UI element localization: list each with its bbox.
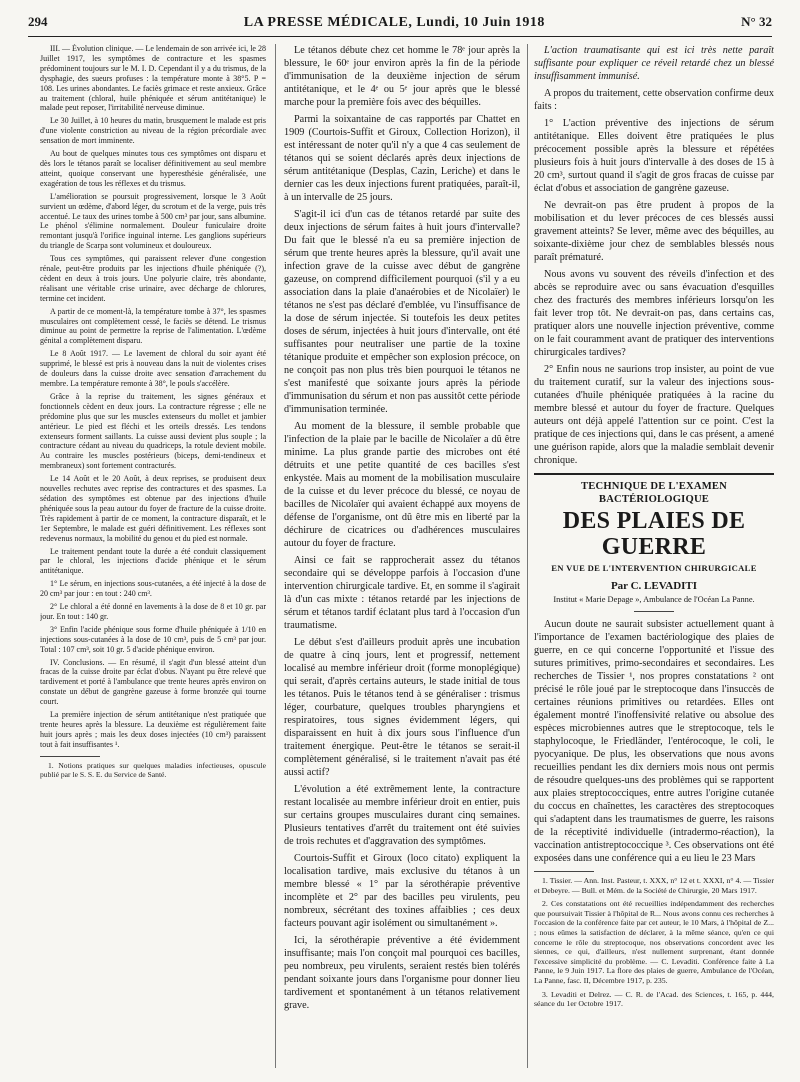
paragraph: 3° Enfin l'acide phénique sous forme d'huile phéniquée à 1/10 en injections sous-cutanées à la dose de 10 cm³, puis de 5 cm³ par jour. Total : 107 cm³, soit 10 gr. 5 d'acide phénique environ. [40,624,266,654]
paragraph: Nous avons vu souvent des réveils d'infection et des abcès se reproduire avec ou sans évacuation d'esquilles chez des fracturés des membres inférieurs lorsqu'on les fait lever trop tôt. Ne devrait-on pas, dans certains cas, pratiquer alors une nouvelle injection préventive, comme on le fait couramment avant de pratiquer des interventions chirurgicales tardives? [534,269,774,358]
footnote: 1. Tissier. — Ann. Inst. Pasteur, t. XXX, n° 12 et t. XXXI, n° 4. — Tissier et Debeyre. — Bull. et Mém. de la Société de Chirurgie, 20 Mars 1917. [534,876,774,895]
paragraph: Tous ces symptômes, qui paraissent relever d'une congestion rénale, peut-être produits par les injections d'huile phéniquée (?), cèdent en deux à trois jours. Une polyurie claire, très abondante, réalisant une véritable crise urinaire, avec décharge de chlorures, termine cet incident. [40,254,266,303]
paragraph: Ne devrait-on pas être prudent à propos de la mobilisation et du lever précoces de ces blessés aussi gravement atteints? Se lever, même avec des béquilles, au soixante-dixième jour chez de semblables blessés nous paraît prématuré. [534,200,774,263]
article-institution: Institut « Marie Depage », Ambulance de l'Océan La Panne. [553,595,755,604]
article-subtitle: EN VUE DE L'INTERVENTION CHIRURGICALE [551,563,757,573]
paragraph: 1° Le sérum, en injections sous-cutanées, a été injecté à la dose de 20 cm³ par jour : en tout : 240 cm³. [40,579,266,599]
paragraph: Au moment de la blessure, il semble probable que l'infection de la plaie par le bacille de Nicolaïer a dû être minime. La plus grande partie des microbes ont été détruits et une petite quantité de ces bacilles s'est enkystée. Mais au moment de la mobilisation musculaire de la cuisse et du lever précoce du blessé, ce noyau de bacilles de Nicolaïer qui avaient échappé aux moyens de défense de l'organisme, ont dû être mis en liberté par la déchirure de cicatrices ou d'adhérences musculaires autour du foyer de fracture. [284,421,520,549]
paragraph: Courtois-Suffit et Giroux (loco citato) expliquent la localisation tardive, mais exclusive du tétanos à un membre blessé « 1° par la sérothérapie préventive incomplète et 2° par des bacilles peu virulents, peu nombreux, sécrétant des toxines affaiblies ; ces deux facteurs pouvant agir isolément ou simultanément ». [284,853,520,929]
article-overtitle: TECHNIQUE DE L'EXAMEN BACTÉRIOLOGIQUE [580,481,728,505]
journal-name: LA PRESSE MÉDICALE, [243,15,413,30]
issue-number: N° 32 [741,14,772,29]
paragraph: 1° L'action préventive des injections de sérum antitétanique. Elles doivent être pratiquées le plus précocement possible après la blessure et répétées plusieurs fois à huit jours d'intervalle à des doses de 15 à 20 cm³, surtout quand il s'agit de gros fracas de cuisse par éclat d'obus et association de gangrène gazeuse. [534,118,774,194]
paragraph: 2° Enfin nous ne saurions trop insister, au point de vue du traitement curatif, sur la valeur des injections sous-cutanées d'huile phéniquée pratiquées à la racine du membre blessé et autour du foyer de fracture. Quelques auteurs ont déjà appelé l'attention sur ce point. C'est la pratique de ces injections qui, dans le cas présent, a amené une guérison rapide, alors que la maladie semblait devenir chronique. [534,364,774,466]
footnote: 3. Levaditi et Delrez. — C. R. de l'Acad. des Sciences, t. 165, p. 444, séance du 1er Octobre 1917. [534,989,774,1009]
paragraph: Au bout de quelques minutes tous ces symptômes ont disparu et dès lors le tétanos paraît se localiser définitivement au seul membre atteint, quoique conservant une hyperesthésie généralisée, une exagération de tous les réflexes et du trismus. [40,149,266,188]
column-rule [527,44,528,1068]
article-heading [534,473,774,612]
journal-title [244,15,545,31]
paragraph: L'évolution a été extrêmement lente, la contracture restant localisée au membre inférieur droit en entier, puis sur certains groupes musculaires durant cinq semaines. Plusieurs tentatives d'arrêt du traitement ont été suivies de trois rechutes et d'aggravation des symptômes. [284,784,520,847]
paragraph: III. — Évolution clinique. — Le lendemain de son arrivée ici, le 28 Juillet 1917, les symptômes de contracture et les spasmes prédominent toujours sur le M. I. D. Cependant il y a du trismus, de la dysphagie, des sueurs profuses : la température monte à 38°5. P = 108. Les urines abondantes. Le faciès grimace et reste anxieux. Grâce au traitement (chloral, huile phéniquée et sérum antitétanique) le malade peut reposer, l'irritabilité nerveuse diminue. [40,44,266,113]
paragraph: IV. Conclusions. — En résumé, il s'agit d'un blessé atteint d'un fracas de la cuisse droite par éclat d'obus. N'ayant pu être relevé que tardivement et porté à l'ambulance que trente heures après environ on constate un début de gangrène gazeuse à forme bronzée qui tourne court. [40,657,266,707]
article-body: Aucun doute ne saurait subsister actuellement quant à l'importance de l'examen bactériologique des plaies de guerre, en ce qui concerne l'opportunité et l'issue des sutures primitives, primo-secondaires et secondaires. Les recherches de Tissier ¹, nos propres constatations ² ont précisé le rôle joué par le streptocoque dans l'insuccès de certaines réunions primitives ou retardées. Elles ont également montré l'inoffensivité relative ou absolue des espèces microbiennes autres que le streptocoque, tels le staphylocoque, le Friedländer, l'entérocoque, le coli, le pyocyanique. De plus, les observations que nous avons recueillies pendant les dix derniers mois nous ont permis de résoudre quelques-uns des problèmes qui se rapportent aux plaies streptococciques, entre autres l'origine cutanée du coccus en chaînettes, les caractères des streptocoques qui s'adaptent dans les traumatismes de guerre, les raisons de la réceptivité individuelle (intradermo-réaction), la vaccination antistreptococcique ³. Ces observations ont été exposées dans une conférence qui a eu lieu le 23 Mars [534,619,774,864]
paragraph: Ici, la sérothérapie préventive a été évidemment insuffisante; mais l'on conçoit mal pourquoi ces bacilles, peu nombreux, peu virulents, seraient restés bien tolérés pendant soixante jours dans l'organisme pour donner lieu tardivement et spontanément à un tétanos relativement grave. [284,935,520,1011]
paragraph: Le 30 Juillet, à 10 heures du matin, brusquement le malade est pris d'une violente constriction au niveau de la région précordiale avec sensation de mort imminente. [40,116,266,146]
footnote: 2. Ces constatations ont été recueillies indépendamment des recherches que poursuivait Tissier à l'hôpital de R... Nous avons connu ces recherches à l'occasion de la conférence faite par cet auteur, le 10 Mars, à l'hôpital de Z... ; nous eûmes la satisfaction de déclarer, à la même séance, qu'en ce qui concerne le rôle du streptocoque, nos observations concordent avec les siennes, ce qui, d'ailleurs, n'est nullement surprenant, étant donnée l'excessive simplicité du problème. — C. Levaditi. Conférence faite à La Panne, le 9 Juin 1917. La flore des plaies de guerre, Ambulance de l'Océan, La Panne, fasc. II, Décembre 1917, p. 235. [534,899,774,985]
column-right [534,44,774,1070]
paragraph: S'agit-il ici d'un cas de tétanos retardé par suite des deux injections de sérum faites à huit jours d'intervalle? Du fait que le blessé n'a eu sa première injection de sérum que trente heures après la blessure, qu'il avait une infection grave de la cuisse avec début de gangrène gazeuse, on comprend difficilement pourquoi (s'il y a eu association dans la plaie d'anaérobies et de Nicolaïer) le tétanos ne s'est pas déclaré d'emblée, vu l'insuffisance de la dose de sérum injectée. Si toutefois les deux petites doses de sérum, injectées à huit jours d'intervalle, ont été suffisantes pour neutraliser une partie de la toxine tétanique produite et empêcher son explosion précoce, on ne conçoit pas non plus très bien pourquoi le tétanos ne s'est manifesté que soixante jours après la période d'immunisation du sérum et non pas aussitôt cette période d'immunisation terminée. [284,209,520,415]
paragraph: A partir de ce moment-là, la température tombe à 37°, les spasmes musculaires ont complètement cessé, le faciès se détend. Le trismus diminue au point de permettre la reprise de l'alimentation. L'œdème génital a complètement disparu. [40,306,266,346]
column-rule [275,44,276,1068]
paragraph: Parmi la soixantaine de cas rapportés par Chattet en 1909 (Courtois-Suffit et Giroux, Collection Horizon), il est intéressant de noter qu'il n'y a que 4 cas seulement de tétanos qui se soient déclarés après deux injections de sérum antitétanique (Desplas, Cazin, Leriche) et dans le dernier cas les deux injections furent pratiquées, paraît-il, à un intervalle de 25 jours. [284,114,520,203]
column-middle [284,44,520,1070]
paragraph: Le 14 Août et le 20 Août, à deux reprises, se produisent deux nouvelles rechutes avec reprise des contractures et des spasmes. La sédation des symptômes est obtenue par des injections d'huile phéniquée sous la peau autour du foyer de fracture de la cuisse droite. Très rapidement à partir de ce moment, la contracture disparaît, et le 1er Septembre, le malade est guéri définitivement. Les réflexes sont redevenus normaux, la mobilité du genou et du pied est normale. [40,474,266,543]
paragraph: L'amélioration se poursuit progressivement, lorsque le 3 Août survient un œdème, d'abord léger, du scrotum et de la verge, puis très accentué. Le taux des urines tombe à 500 cm³ par jour, sans albumine. Le phénol s'élimine normalement. Douleur funiculaire droite remontant jusqu'à l'orifice inguinal interne. Les ganglions supérieurs du triangle de Scarpa sont volumineux et douloureux. [40,191,266,251]
paragraph: Le traitement pendant toute la durée a été conduit classiquement par le chloral, les injections d'acide phénique et le sérum antitétanique. [40,546,266,576]
paragraph: Le début s'est d'ailleurs produit après une incubation de quatre à cinq jours, lent et progressif, nettement localisé au membre inférieur droit (forme monoplégique) qui serait, d'après certains auteurs, le stade initial de tous les tétanos. Puis le tétanos tend à se généraliser : trismus léger, courbature, quelques troubles pharyngiens et respiratoires, tous signes évidemment légers, qui disparaissent en huit à dix jours sous l'influence d'un traitement énergique. Peut-être le tétanos se serait-il complètement généralisé, si le traitement n'avait pas été aussi actif? [284,637,520,778]
page-number: 294 [28,14,48,29]
article-author: Par C. LEVADITI [610,580,698,592]
issue-date: Lundi, 10 Juin 1918 [416,15,545,30]
paragraph: L'action traumatisante qui est ici très nette paraît suffisante pour expliquer ce réveil retardé chez un blessé insuffisamment immunisé. [534,45,774,82]
page-header [28,14,772,37]
paragraph: 2° Le chloral a été donné en lavements à la dose de 8 et 10 gr. par jour. En tout : 140 gr. [40,602,266,621]
paragraph: Ainsi ce fait se rapprocherait assez du tétanos secondaire qui se développe parfois à l'occasion d'une intervention chirurgicale tardive. Et, en somme il s'agirait là d'un cas mixte : tétanos retardé par les injections de sérum et tétanos tardif éclatant plus tard à l'occasion d'un traumatisme. [284,555,520,631]
paragraph: La première injection de sérum antitétanique n'est pratiquée que trente heures après la blessure. La deuxième est régulièrement faite huit jours après ; mais les deux doses injectées (10 cm³) paraissent tout à fait insuffisantes ¹. [40,710,266,749]
column-left [40,44,266,1070]
paragraph: Le tétanos débute chez cet homme le 78ᵉ jour après la blessure, le 60ᵉ jour environ après la fin de la période d'immunisation de la deuxième injection de sérum antitétanique, et le 4ᵉ ou 5ᵉ jour après que le blessé marche pour la première fois avec des béquilles. [284,45,520,108]
paragraph: Le 8 Août 1917. — Le lavement de chloral du soir ayant été supprimé, le blessé est pris à nouveau dans la nuit de violentes crises de douleurs dans la cuisse droite avec sensation d'arrachement du membre. La température remonte à 38°, le pouls s'accélère. [40,349,266,388]
article-title: DES PLAIES DE GUERRE [562,508,746,560]
footnote: 1. Notions pratiques sur quelques maladies infectieuses, opuscule publié par le S. S. E. du Service de Santé. [40,760,266,780]
footnote-rule [534,871,594,872]
footnote-rule [40,756,100,757]
paragraph: Grâce à la reprise du traitement, les signes généraux et fonctionnels cèdent en deux jours. La contracture régresse ; elle ne prédomine plus que sur les muscles extenseurs du mollet et jambier antérieur. Le pied est fléchi et les orteils dressés. Les tendons extenseurs forment saillants. La cuisse aussi devient plus souple ; la contracture cédant au niveau du quadriceps, la rotule devient mobile. Au contraire les muscles postérieurs (biceps, demi-tendineux et membraneux) sont fortement contracturés. [40,391,266,471]
paragraph: A propos du traitement, cette observation confirme deux faits : [534,88,774,112]
article-separator [634,611,674,612]
